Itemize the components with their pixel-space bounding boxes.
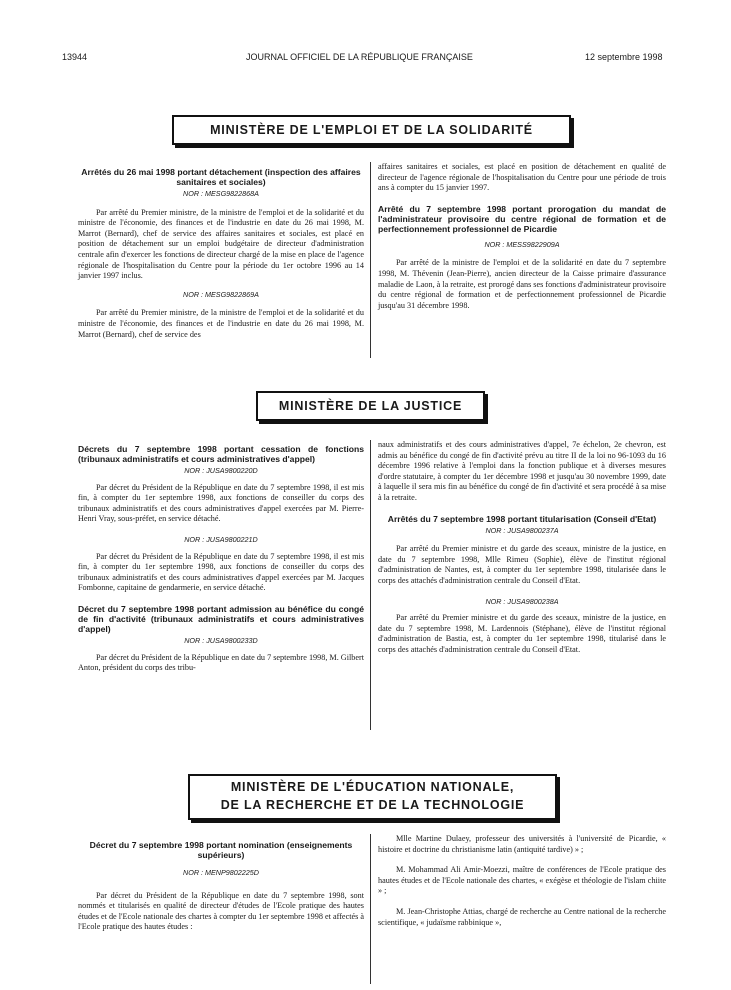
justice-left-paragraph-3: Par décret du Président de la République en date du 7 septembre 1998, M. Gilbert Anton, président du corps des tribu- xyxy=(78,652,364,673)
education-left-column xyxy=(78,840,364,933)
education-left-title: Décret du 7 septembre 1998 portant nomination (enseignements supérieurs) xyxy=(89,840,353,860)
ministry-emploi-heading: MINISTÈRE DE L'EMPLOI ET DE LA SOLIDARITÉ xyxy=(172,115,571,145)
justice-nor-1: NOR : JUSA9800220D xyxy=(184,466,258,475)
emploi-left-title: Arrêtés du 26 mai 1998 portant détachement (inspection des affaires sanitaires et sociales) xyxy=(81,167,361,187)
emploi-right-title: Arrêté du 7 septembre 1998 portant prorogation du mandat de l'administrateur provisoire du centre régional de formation et de perfectionnement professionnel de Picardie xyxy=(378,203,666,234)
emploi-column-divider xyxy=(370,162,371,358)
education-right-paragraph-1: Mlle Martine Dulaey, professeur des universités à l'université de Picardie, « histoire et doctrine du christianisme latin (antiquité tardive) » ; xyxy=(378,834,666,854)
ministry-justice-heading: MINISTÈRE DE LA JUSTICE xyxy=(256,391,485,421)
justice-nor-4: NOR : JUSA9800237A xyxy=(485,525,559,535)
education-nor-1: NOR : MENP9802225D xyxy=(183,868,259,877)
education-right-paragraph-2: M. Mohammad Ali Amir-Moezzi, maître de conférences de l'Ecole pratique des hautes études et de l'Ecole nationale des chartes, « exégèse et théologie de l'islam chiite » ; xyxy=(378,865,666,896)
ministry-education-heading-line-1: MINISTÈRE DE L'ÉDUCATION NATIONALE, xyxy=(230,780,515,794)
ministry-education-heading-line-2: DE LA RECHERCHE ET DE LA TECHNOLOGIE xyxy=(220,798,525,812)
emploi-nor-3: NOR : MESS9822909A xyxy=(484,239,560,249)
education-right-paragraph-3: M. Jean-Christophe Attias, chargé de recherche au Centre national de la recherche scientifique, « judaïsme rabbinique », xyxy=(378,906,666,927)
justice-left-paragraph-2: Par décret du Président de la République en date du 7 septembre 1998, il est mis fin, à compter du 1er septembre 1998, aux fonctions de conseiller du corps des tribunaux administratifs et des cours administratives d'appel exercées par M. Jacques Fombonne, capitaine de gendarmerie, en service détaché. xyxy=(78,551,364,593)
justice-nor-5: NOR : JUSA9800238A xyxy=(485,596,559,606)
emploi-nor-1: NOR : MESG9822868A xyxy=(183,189,259,198)
emploi-right-paragraph-0: affaires sanitaires et sociales, est placé en position de détachement en qualité de directeur de l'agence régionale de l'hospitalisation du Centre pour une période de trois ans à compter du 15 janvier 1997. xyxy=(378,162,666,193)
justice-right-column xyxy=(378,440,666,656)
education-left-paragraph-1: Par décret du Président de la République en date du 7 septembre 1998, sont nommés et titularisés en qualité de directeur d'études de l'Ecole pratique des hautes études et de l'Ecole nationale des chartes à compter du 1er septembre 1998 et affectés à l'Ecole pratique des hautes études : xyxy=(78,890,364,932)
issue-date: 12 septembre 1998 xyxy=(585,52,663,62)
emploi-right-column xyxy=(378,162,666,311)
justice-left-title-1: Décrets du 7 septembre 1998 portant cessation de fonctions (tribunaux administratifs et cours administratives d'appel) xyxy=(78,444,364,464)
justice-column-divider xyxy=(370,440,371,730)
justice-left-title-2: Décret du 7 septembre 1998 portant admission au bénéfice du congé de fin d'activité (tribunaux administratifs et cours administratives d'appel) xyxy=(78,603,364,634)
justice-right-paragraph-0: naux administratifs et des cours administratives d'appel, 7e échelon, 2e chevron, est admis au bénéfice du congé de fin d'activité prévu au titre II de la loi no 96-1093 du 16 décembre 1996 relative à l'emploi dans la fonction publique et à diverses mesures d'ordre statutaire, à compter du 1er décembre 1998 et jusqu'au 30 novembre 1999, date à laquelle il sera mis fin au bénéfice du congé de fin d'activité et sera procédé à sa mise à la retraite. xyxy=(378,440,666,502)
education-right-column xyxy=(378,834,666,928)
justice-right-paragraph-1: Par arrêté du Premier ministre et du garde des sceaux, ministre de la justice, en date du 7 septembre 1998, Mlle Rimeu (Sophie), élève de l'institut régional d'administration de Nantes, est, à compter du 1er septembre 1998, titularisée dans le corps des attachés d'administration centrale du Conseil d'Etat. xyxy=(378,544,666,585)
page-number: 13944 xyxy=(62,52,88,62)
emploi-left-column xyxy=(78,167,364,340)
justice-left-column xyxy=(78,444,364,674)
justice-left-paragraph-1: Par décret du Président de la République en date du 7 septembre 1998, il est mis fin, à compter du 1er septembre 1998, aux fonctions de conseiller du corps des tribunaux administratifs et des cours administratives d'appel exercées par M. Pierre-Henri Vray, sous-préfet, en service détaché. xyxy=(78,482,364,524)
emploi-left-paragraph-2: Par arrêté du Premier ministre, de la ministre de l'emploi et de la solidarité et du ministre de l'économie, des finances et de l'industrie en date du 26 mai 1998, M. Marrot (Bernard), chef de service des xyxy=(78,308,364,339)
justice-right-title: Arrêtés du 7 septembre 1998 portant titularisation (Conseil d'Etat) xyxy=(387,513,657,524)
justice-nor-3: NOR : JUSA9800233D xyxy=(184,635,258,645)
journal-title: JOURNAL OFFICIEL DE LA RÉPUBLIQUE FRANÇAISE xyxy=(246,52,473,62)
education-column-divider xyxy=(370,834,371,984)
justice-right-paragraph-2: Par arrêté du Premier ministre et du garde des sceaux, ministre de la justice, en date du 7 septembre 1998, M. Lardennois (Stéphane), élève de l'institut régional d'administration de Bastia, est, à compter du 1er septembre 1998, titularisé dans le corps des attachés d'administration centrale du Conseil d'Etat. xyxy=(378,613,666,654)
ministry-education-heading xyxy=(188,774,557,820)
emploi-left-paragraph-1: Par arrêté du Premier ministre, de la ministre de l'emploi et de la solidarité et du ministre de l'économie, des finances et de l'industrie en date du 26 mai 1998, M. Marrot (Bernard), chef de service des affaires sanitaires et sociales, est placé en position de détachement sur un emploi budgétaire de directeur d'administration centrale afin d'exercer les fonctions de directeur chargé de la mise en place de l'agence régionale de l'hospitalisation du Centre pour la période du 1er octobre 1996 au 14 janvier 1997 inclus. xyxy=(78,207,364,281)
emploi-nor-2: NOR : MESG9822869A xyxy=(183,289,259,299)
emploi-right-paragraph-1: Par arrêté de la ministre de l'emploi et de la solidarité en date du 7 septembre 1998, M. Thévenin (Jean-Pierre), ancien directeur de la Caisse primaire d'assurance maladie de Laon, à la retraite, est prorogé dans ses fonctions d'administrateur provisoire du centre régional de formation et de perfectionnement professionnel de Picardie jusqu'au 31 décembre 1998. xyxy=(378,258,666,310)
justice-nor-2: NOR : JUSA9800221D xyxy=(184,534,258,544)
